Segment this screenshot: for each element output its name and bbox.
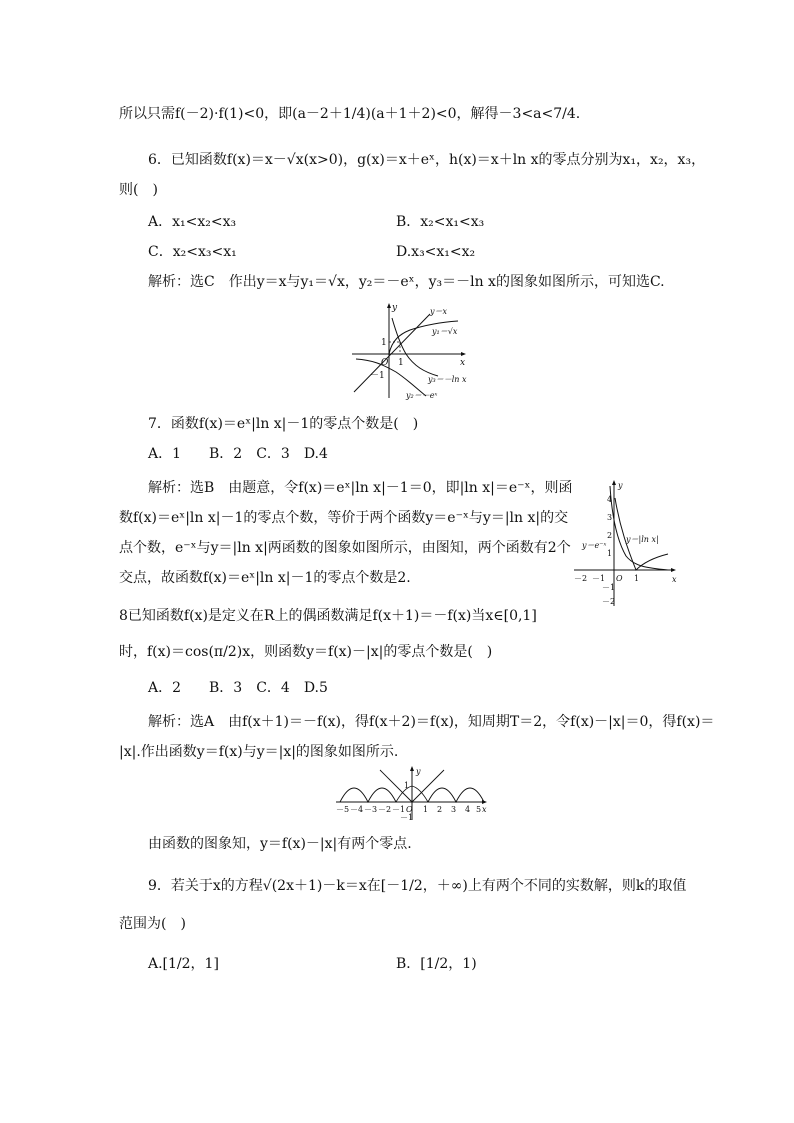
question-9-line-1: 9．若关于x的方程√(2x＋1)－k＝x在[－1/2，＋∞)上有两个不同的实数解，则k的取值 <box>148 878 687 894</box>
fig2-tick-y-neg2: －2 <box>602 597 616 606</box>
fig3-tick-1: 1 <box>423 805 429 814</box>
fig3-tick-neg5: －5 <box>336 805 350 814</box>
fig3-neg-one: －1 <box>400 813 414 822</box>
fig3-x-label: x <box>482 805 487 814</box>
figure-7-graph <box>572 478 680 608</box>
question-7: 7．函数f(x)＝eˣ|ln x|－1的零点个数是( ) <box>148 416 419 432</box>
fig3-tick-3: 3 <box>451 805 457 814</box>
fig3-tick-neg3: －3 <box>364 805 378 814</box>
solution-7-line-1: 解析：选B 由题意，令f(x)＝eˣ|ln x|－1＝0，即|ln x|＝e⁻ˣ，则函 <box>148 480 573 496</box>
solution-7-line-2: 数f(x)＝eˣ|ln x|－1的零点个数，等价于两个函数y＝e⁻ˣ与y＝|ln x|的交 <box>119 510 569 526</box>
solution-8-line-2: |x|.作出函数y＝f(x)与y＝|x|的图象如图所示. <box>119 744 399 760</box>
fig3-one: 1 <box>404 781 410 790</box>
fig1-neg-one: －1 <box>370 371 385 381</box>
fig1-label-y3: y₃＝－ln x <box>428 375 467 384</box>
fig2-x-label: x <box>672 575 677 584</box>
fig3-tick-4: 4 <box>465 805 471 814</box>
text-line-1: 所以只需f(－2)·f(1)<0，即(a－2＋1/4)(a＋1＋2)<0，解得－3<a<7/4. <box>119 106 581 122</box>
solution-7-line-3: 点个数，e⁻ˣ与y＝|ln x|两函数的图象如图所示，由图知，两个函数有2个 <box>119 540 571 556</box>
fig3-tick-neg2: －2 <box>378 805 392 814</box>
fig2-tick-y-1: 1 <box>607 549 613 558</box>
fig2-tick-x-neg2: －2 <box>574 574 588 583</box>
fig1-y-label: y <box>392 303 398 313</box>
fig2-tick-y-4: 4 <box>607 495 613 504</box>
fig1-label-y2: y₂＝－eˣ <box>406 391 438 400</box>
question-6-line-1: 6．已知函数f(x)＝x－√x(x>0)，g(x)＝x＋eˣ，h(x)＝x＋ln x的零点分别为x₁，x₂，x₃， <box>148 152 706 168</box>
fig1-label-y1: y₁＝√x <box>432 327 458 336</box>
question-8-line-1: 8已知函数f(x)是定义在R上的偶函数满足f(x＋1)＝－f(x)当x∈[0,1] <box>119 608 537 624</box>
solution-8-line-3: 由函数的图象知，y＝f(x)－|x|有两个零点. <box>148 836 412 852</box>
fig1-origin-label: O <box>381 358 389 368</box>
fig2-one: 1 <box>634 574 640 583</box>
q6-option-b: B．x₂<x₁<x₃ <box>396 214 485 230</box>
question-8-line-2: 时，f(x)＝cos(π/2)x，则函数y＝f(x)－|x|的零点个数是( ) <box>119 644 493 660</box>
solution-6: 解析：选C 作出y＝x与y₁＝√x，y₂＝－eˣ，y₃＝－ln x的图象如图所示，可知选C. <box>148 274 665 290</box>
question-9-line-2: 范围为( ) <box>119 916 186 932</box>
question-6-line-2: 则( ) <box>119 182 158 198</box>
fig3-tick-neg1: －1 <box>392 805 406 814</box>
solution-7-line-4: 交点，故函数f(x)＝eˣ|ln x|－1的零点个数是2. <box>119 570 411 586</box>
fig1-x-label: x <box>460 358 466 368</box>
fig3-y-label: y <box>416 767 421 776</box>
q9-option-b: B．[1/2，1) <box>396 956 477 972</box>
q6-option-a: A．x₁<x₂<x₃ <box>148 214 237 230</box>
fig2-tick-x-neg1: －1 <box>592 574 606 583</box>
fig2-y-label: y <box>618 481 623 490</box>
fig3-tick-2: 2 <box>437 805 443 814</box>
fig1-label-yx: y＝x <box>430 307 448 316</box>
figure-8-graph <box>334 766 490 822</box>
fig3-tick-5: 5 <box>476 805 482 814</box>
fig1-one-y: 1 <box>381 338 387 348</box>
fig2-label-exp: y＝e⁻ˣ <box>582 541 607 550</box>
q7-options: A．1 B．2 C．3 D.4 <box>148 446 328 462</box>
q8-options: A．2 B．3 C．4 D.5 <box>148 680 328 696</box>
fig2-tick-y-3: 3 <box>607 513 613 522</box>
fig2-origin: O <box>616 574 623 583</box>
figure-6-graph <box>348 302 470 400</box>
q6-option-c: C．x₂<x₃<x₁ <box>148 244 237 260</box>
q9-option-a: A.[1/2，1] <box>148 956 219 972</box>
fig2-tick-y-2: 2 <box>607 531 613 540</box>
fig2-tick-y-neg1: －1 <box>602 583 616 592</box>
fig3-tick-neg4: －4 <box>350 805 364 814</box>
fig1-one-x: 1 <box>398 358 404 368</box>
solution-8-line-1: 解析：选A 由f(x＋1)＝－f(x)，得f(x＋2)＝f(x)，知周期T＝2，令f(x)－|x|＝0，得f(x)＝ <box>148 714 715 730</box>
fig3-origin: O <box>406 805 413 814</box>
fig2-label-ln: y＝|ln x| <box>626 535 659 544</box>
q6-option-d: D.x₃<x₁<x₂ <box>396 244 476 260</box>
